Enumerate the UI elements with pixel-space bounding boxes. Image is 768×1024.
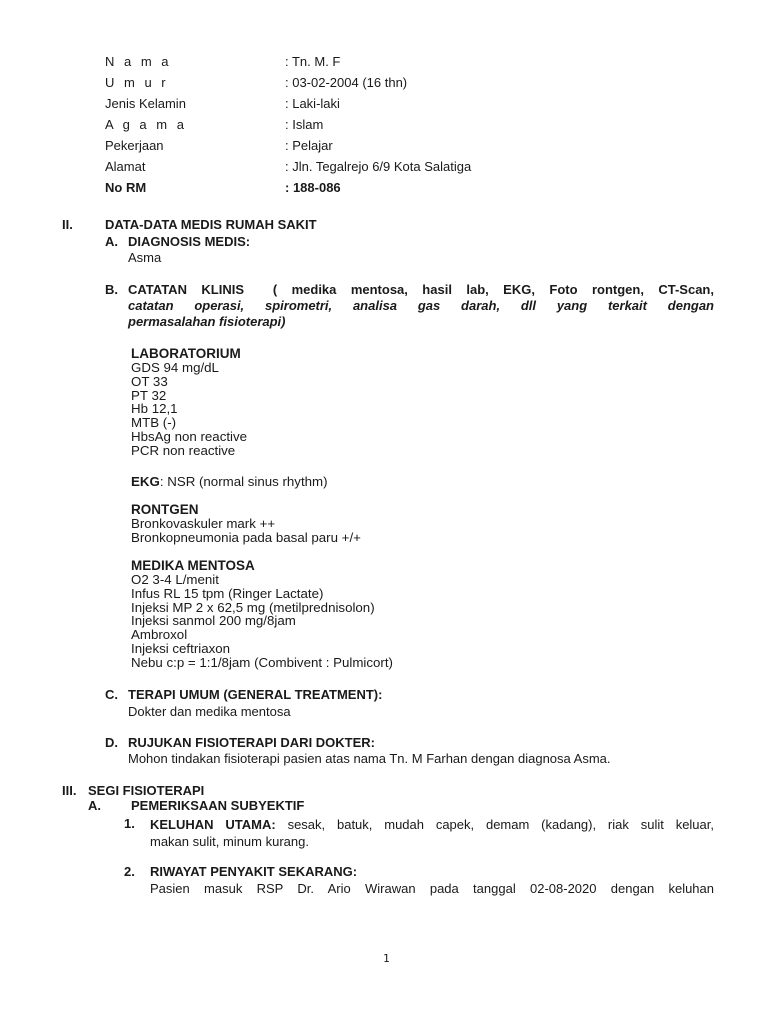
keluhan-utama-title: KELUHAN UTAMA: <box>150 817 276 832</box>
identity-value: : Jln. Tegalrejo 6/9 Kota Salatiga <box>285 159 472 174</box>
medika-item: O2 3-4 L/menit <box>131 572 219 587</box>
identity-label: No RM <box>105 180 147 195</box>
subsection-title: RUJUKAN FISIOTERAPI DARI DOKTER: <box>128 735 376 750</box>
section-number: III. <box>62 783 77 798</box>
identity-value: : 03-02-2004 (16 thn) <box>285 75 408 90</box>
terapi-umum-text: Dokter dan medika mentosa <box>128 704 291 719</box>
rontgen-list <box>131 517 361 545</box>
keluhan-utama-text: sesak, batuk, mudah capek, demam (kadang), riak sulit keluar, <box>287 817 714 832</box>
subsection-letter: A. <box>88 798 101 813</box>
section-title: SEGI FISIOTERAPI <box>88 783 205 798</box>
subsection-letter: D. <box>105 735 118 750</box>
keluhan-utama-text2: makan sulit, minum kurang. <box>150 834 309 849</box>
diagnosis-text: Asma <box>128 250 162 265</box>
rontgen-item: Bronkovaskuler mark ++ <box>131 516 276 531</box>
medika-item: Nebu c:p = 1:1/8jam (Combivent : Pulmicort) <box>131 654 393 670</box>
identity-label: Jenis Kelamin <box>105 96 186 111</box>
section-title: DATA-DATA MEDIS RUMAH SAKIT <box>105 217 317 232</box>
ekg-value: : NSR (normal sinus rhythm) <box>159 474 328 489</box>
riwayat-title: RIWAYAT PENYAKIT SEKARANG: <box>150 864 358 879</box>
identity-value: : Islam <box>285 117 324 132</box>
page-number: 1 <box>383 952 390 965</box>
lab-item: PCR non reactive <box>131 442 236 458</box>
laboratorium-list <box>131 361 247 458</box>
section-number: II. <box>62 217 73 232</box>
keluhan-utama <box>150 816 714 850</box>
identity-value: : Tn. M. F <box>285 54 341 69</box>
ekg-label: EKG <box>131 474 160 489</box>
identity-label: A g a m a <box>105 117 187 132</box>
ekg-line <box>131 474 328 489</box>
identity-value: : Laki-laki <box>285 96 340 111</box>
rontgen-title: RONTGEN <box>131 502 199 517</box>
catatan-klinis-line2: catatan operasi, spirometri, analisa gas darah, dll yang terkait dengan <box>128 298 714 313</box>
identity-value: : Pelajar <box>285 138 333 153</box>
lab-item: Hb 12,1 <box>131 401 178 417</box>
catatan-klinis-heading <box>128 282 714 330</box>
catatan-klinis-desc: ( medika mentosa, hasil lab, EKG, Foto rontgen, CT-Scan, <box>272 282 714 297</box>
subsection-letter: B. <box>105 282 118 297</box>
medika-mentosa-title: MEDIKA MENTOSA <box>131 558 255 573</box>
rujukan-text: Mohon tindakan fisioterapi pasien atas nama Tn. M Farhan dengan diagnosa Asma. <box>128 751 611 766</box>
medika-item: Injeksi sanmol 200 mg/8jam <box>131 613 296 629</box>
lab-item: OT 33 <box>131 373 168 389</box>
identity-value: : 188-086 <box>285 180 341 195</box>
identity-label: Pekerjaan <box>105 138 164 153</box>
identity-label: N a m a <box>105 54 172 69</box>
medika-item: Injeksi MP 2 x 62,5 mg (metilprednisolon) <box>131 599 375 615</box>
subsection-title: TERAPI UMUM (GENERAL TREATMENT): <box>128 687 383 702</box>
lab-item: HbsAg non reactive <box>131 428 248 444</box>
subsection-letter: C. <box>105 687 118 702</box>
medika-item: Infus RL 15 tpm (Ringer Lactate) <box>131 585 324 601</box>
laboratorium-title: LABORATORIUM <box>131 346 241 361</box>
riwayat-text: Pasien masuk RSP Dr. Ario Wirawan pada tanggal 02-08-2020 dengan keluhan <box>150 881 714 896</box>
item-number: 1. <box>124 816 135 831</box>
lab-item: GDS 94 mg/dL <box>131 360 219 375</box>
subsection-title: DIAGNOSIS MEDIS: <box>128 234 251 249</box>
catatan-klinis-title: CATATAN KLINIS <box>128 282 244 297</box>
medika-item: Injeksi ceftriaxon <box>131 640 231 656</box>
medika-item: Ambroxol <box>131 627 188 643</box>
subsection-title: PEMERIKSAAN SUBYEKTIF <box>131 798 305 813</box>
medika-mentosa-list <box>131 573 393 670</box>
subsection-letter: A. <box>105 234 118 249</box>
rontgen-item: Bronkopneumonia pada basal paru +/+ <box>131 529 361 545</box>
identity-label: U m u r <box>105 75 169 90</box>
item-number: 2. <box>124 864 135 879</box>
catatan-klinis-line3: permasalahan fisioterapi) <box>128 314 286 329</box>
lab-item: PT 32 <box>131 387 167 403</box>
lab-item: MTB (-) <box>131 415 177 431</box>
identity-label: Alamat <box>105 159 146 174</box>
